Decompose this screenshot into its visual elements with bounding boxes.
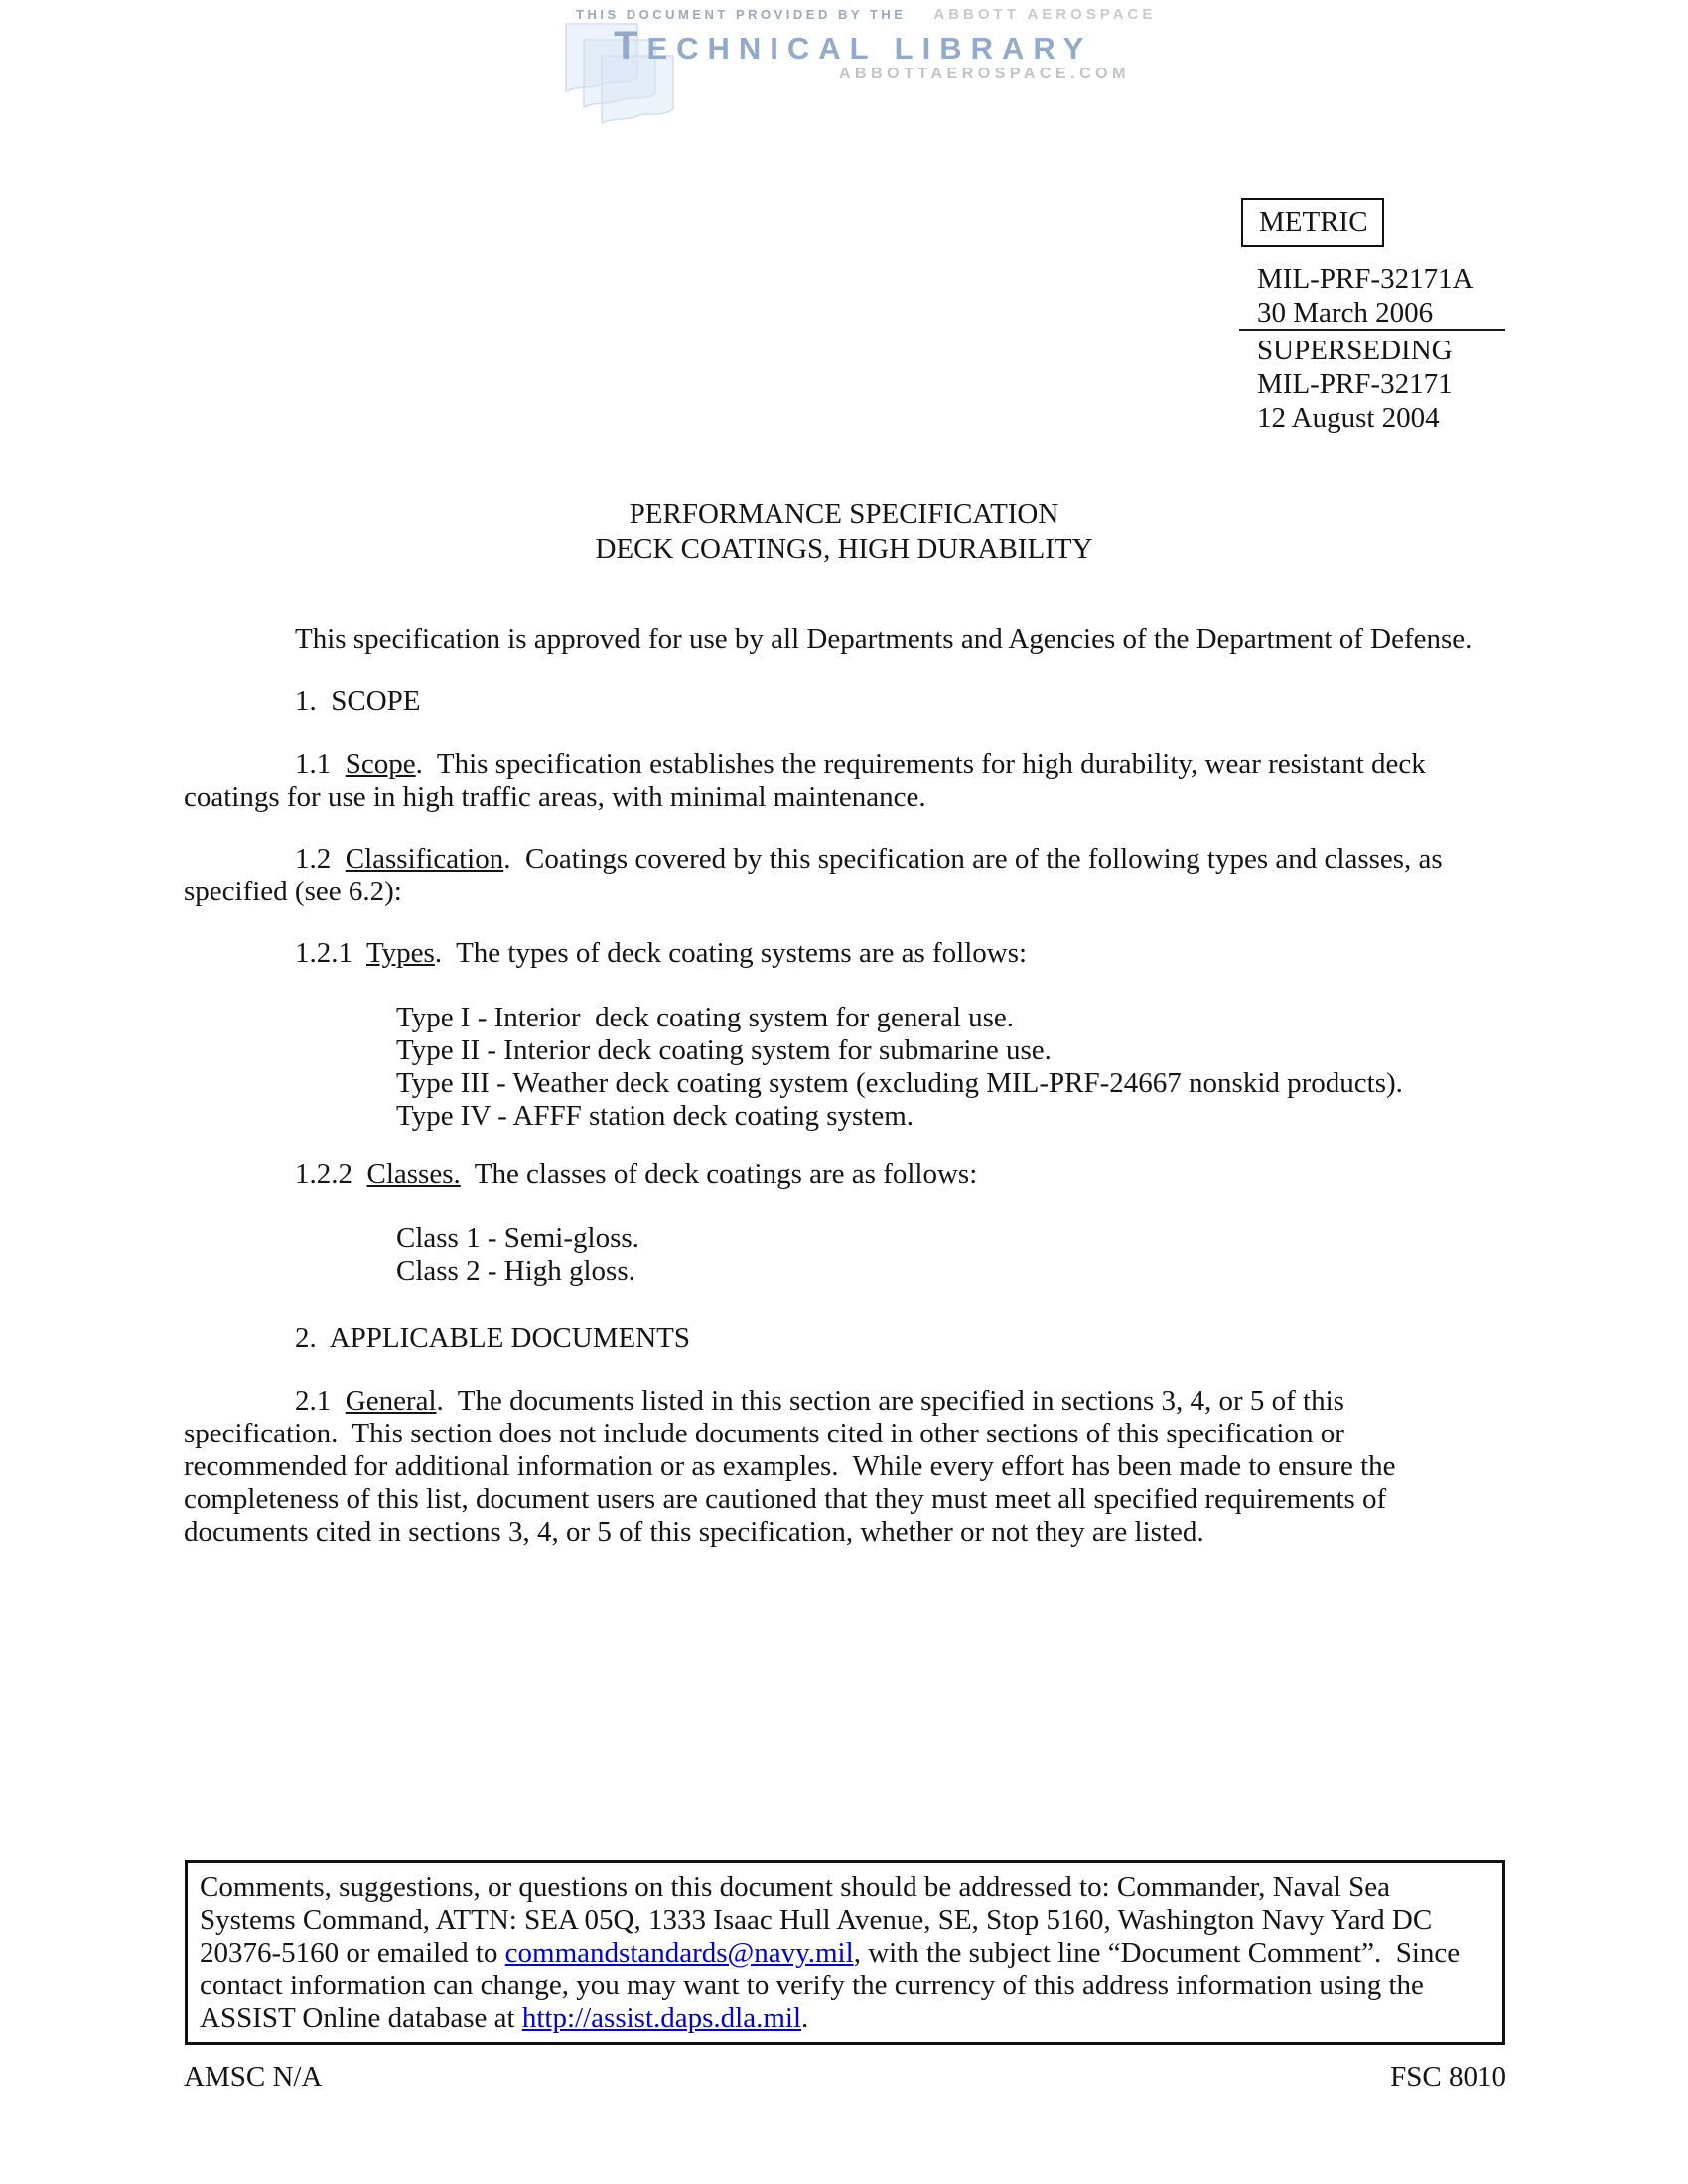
text-run: 1.2.1 xyxy=(295,937,366,969)
type-item-3: Type III - Weather deck coating system (excluding MIL-PRF-24667 nonskid products). xyxy=(396,1067,1403,1099)
text-run: . This specification establishes the requirements for high durability, wear resistant deck coatings for use in high traffic areas, with minimal maintenance. xyxy=(184,749,1426,813)
logo-top-line xyxy=(576,6,1156,23)
date-underline xyxy=(1239,329,1505,331)
approval-paragraph: This specification is approved for use by all Departments and Agencies of the Department of Defense. xyxy=(295,623,1473,655)
comments-box xyxy=(185,1860,1505,2045)
underlined-term: Types xyxy=(365,937,435,969)
underlined-term: General xyxy=(345,1385,437,1417)
scope-section-heading: 1. SCOPE xyxy=(295,685,421,717)
class-item-1: Class 1 - Semi-gloss. xyxy=(396,1222,639,1254)
metric-label: METRIC xyxy=(1259,205,1368,238)
type-item-2: Type II - Interior deck coating system for submarine use. xyxy=(396,1034,1052,1066)
text-run: , with the subject line “Document Comment”. Since contact information can change, you may want to verify the currency of this address information using the ASSIST Online database at xyxy=(200,1937,1461,2034)
assist-url-link[interactable]: http://assist.daps.dla.mil xyxy=(521,2002,802,2034)
doc-id: MIL-PRF-32171A xyxy=(1257,263,1474,295)
text-run: 1.2 xyxy=(295,843,346,875)
superseding-label: SUPERSEDING xyxy=(1257,335,1453,366)
metric-box xyxy=(1241,198,1384,247)
superseding-block xyxy=(1257,334,1453,435)
text-run: The classes of deck coatings are as follows: xyxy=(460,1159,978,1190)
underlined-term: Scope xyxy=(345,749,416,780)
types-list xyxy=(396,1002,1403,1133)
logo-provided-text: THIS DOCUMENT PROVIDED BY THE xyxy=(576,7,907,22)
fsc-number: FSC 8010 xyxy=(1390,2061,1506,2093)
logo-site-url: ABBOTTAEROSPACE.COM xyxy=(839,66,1130,82)
page-footer xyxy=(184,2061,1506,2094)
general-paragraph xyxy=(184,1385,1507,1549)
classes-list xyxy=(396,1222,639,1288)
classification-paragraph xyxy=(184,843,1507,908)
amsc-number: AMSC N/A xyxy=(184,2061,323,2093)
logo-title: TECHNICAL LIBRARY xyxy=(614,24,1093,68)
class-item-2: Class 2 - High gloss. xyxy=(396,1255,635,1287)
text-run: 1.2.2 xyxy=(295,1159,367,1190)
scope-paragraph xyxy=(184,749,1507,814)
provider-logo xyxy=(0,0,1688,129)
text-run: . Coatings covered by this specification are of the following types and classes, as specified (see 6.2): xyxy=(184,843,1443,907)
superseded-doc-id: MIL-PRF-32171 xyxy=(1257,368,1453,400)
text-run: 1.1 xyxy=(295,749,346,780)
email-link[interactable]: commandstandards@navy.mil xyxy=(504,1937,854,1969)
superseded-date: 12 August 2004 xyxy=(1257,402,1440,434)
text-run: . The types of deck coating systems are as follows: xyxy=(434,937,1028,969)
types-paragraph xyxy=(295,937,1027,970)
underlined-term: Classes. xyxy=(366,1159,461,1190)
doc-id-block xyxy=(1257,262,1474,330)
text-run: . The documents listed in this section are specified in sections 3, 4, or 5 of this specification. This section does not include documents cited in other sections of this specification or recommended for additional information or as examples. While every effort has been made to ensure the completeness of this list, document users are cautioned that they must meet all specified requirements of documents cited in sections 3, 4, or 5 of this specification, whether or not they are listed. xyxy=(184,1385,1396,1548)
type-item-4: Type IV - AFFF station deck coating system. xyxy=(396,1100,914,1132)
logo-brand-text: ABBOTT AEROSPACE xyxy=(933,6,1157,23)
underlined-term: Classification xyxy=(345,843,504,875)
text-run: 2.1 xyxy=(295,1385,346,1417)
text-run: Comments, suggestions, or questions on this document should be addressed to: Commander, Naval Sea Systems Command, ATTN: SEA 05Q, 1333 Isaac Hull Avenue, SE, Stop 5160, Washington Navy Yard DC 20376-5160 or emailed to xyxy=(200,1871,1433,1969)
applicable-documents-heading: 2. APPLICABLE DOCUMENTS xyxy=(295,1322,690,1354)
title-line-1: PERFORMANCE SPECIFICATION xyxy=(629,498,1059,530)
type-item-1: Type I - Interior deck coating system for general use. xyxy=(396,1002,1015,1033)
title-line-2: DECK COATINGS, HIGH DURABILITY xyxy=(595,533,1093,565)
doc-date: 30 March 2006 xyxy=(1257,297,1434,329)
document-title xyxy=(0,497,1688,567)
classes-paragraph xyxy=(295,1159,977,1191)
text-run: . xyxy=(801,2002,809,2034)
